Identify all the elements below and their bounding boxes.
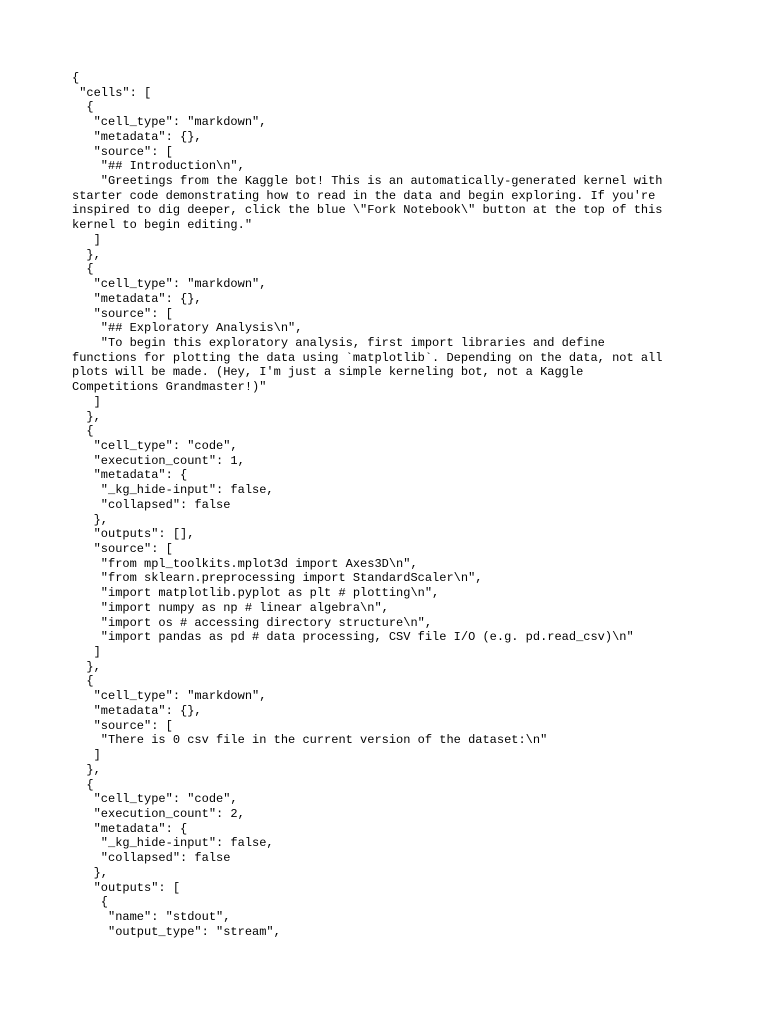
code-line: {	[72, 777, 94, 792]
code-line: ]	[72, 645, 101, 660]
code-line: "cell_type": "code",	[72, 438, 238, 453]
code-line: "metadata": {	[72, 821, 188, 836]
code-line: },	[72, 659, 101, 674]
code-line: "import numpy as np # linear algebra\n",	[72, 600, 389, 615]
code-line: },	[72, 865, 109, 880]
code-line: ]	[72, 748, 101, 763]
code-line: "There is 0 csv file in the current version of the dataset:\n"	[72, 733, 548, 748]
code-line: "cell_type": "code",	[72, 792, 238, 807]
code-line: "from sklearn.preprocessing import StandardScaler\n",	[72, 571, 483, 586]
code-line: Competitions Grandmaster!)"	[72, 380, 267, 395]
code-line: },	[72, 409, 101, 424]
code-line: },	[72, 512, 109, 527]
code-line: "collapsed": false	[72, 851, 231, 866]
code-line: "collapsed": false	[72, 497, 231, 512]
notebook-json-listing	[72, 71, 704, 939]
code-line: {	[72, 674, 94, 689]
code-line: "metadata": {	[72, 468, 188, 483]
code-line: "outputs": [],	[72, 527, 195, 542]
code-line: functions for plotting the data using `matplotlib`. Depending on the data, not all	[72, 350, 663, 365]
code-line: {	[72, 71, 80, 85]
code-line: "_kg_hide-input": false,	[72, 483, 274, 498]
code-line: ]	[72, 232, 101, 247]
code-line: "source": [	[72, 542, 173, 556]
code-line: "## Introduction\n",	[72, 159, 245, 174]
code-line: "source": [	[72, 306, 173, 321]
code-line: "source": [	[72, 144, 173, 159]
code-line: "cells": [	[72, 85, 152, 100]
code-line: "execution_count": 2,	[72, 806, 245, 821]
code-line: "name": "stdout",	[72, 909, 231, 924]
code-line: {	[72, 100, 94, 115]
code-line: starter code demonstrating how to read in the data and begin exploring. If you're	[72, 188, 656, 203]
code-line: "import os # accessing directory structure\n",	[72, 615, 433, 630]
code-line: "To begin this exploratory analysis, first import libraries and define	[72, 335, 605, 350]
code-line: },	[72, 247, 101, 262]
code-line: "cell_type": "markdown",	[72, 115, 267, 130]
code-line: inspired to dig deeper, click the blue \"Fork Notebook\" button at the top of this	[72, 203, 663, 218]
code-line: {	[72, 895, 109, 910]
code-line: "outputs": [	[72, 880, 181, 895]
code-line: ]	[72, 394, 101, 409]
code-line: "output_type": "stream",	[72, 924, 281, 939]
code-line: "metadata": {},	[72, 129, 202, 144]
code-line: "_kg_hide-input": false,	[72, 836, 274, 851]
code-line: {	[72, 424, 94, 439]
code-line: kernel to begin editing."	[72, 218, 253, 233]
code-line: },	[72, 762, 101, 777]
code-line: "import pandas as pd # data processing, CSV file I/O (e.g. pd.read_csv)\n"	[72, 630, 634, 645]
code-line: "## Exploratory Analysis\n",	[72, 321, 303, 336]
code-line: "from mpl_toolkits.mplot3d import Axes3D\n",	[72, 556, 418, 571]
code-line: "metadata": {},	[72, 291, 202, 306]
code-line: plots will be made. (Hey, I'm just a simple kerneling bot, not a Kaggle	[72, 365, 584, 380]
code-line: "cell_type": "markdown",	[72, 689, 267, 704]
code-line: {	[72, 262, 94, 277]
code-line: "execution_count": 1,	[72, 453, 245, 468]
code-line: "import matplotlib.pyplot as plt # plotting\n",	[72, 586, 440, 601]
code-line: "Greetings from the Kaggle bot! This is an automatically-generated kernel with	[72, 174, 663, 189]
code-line: "metadata": {},	[72, 703, 202, 718]
code-line: "source": [	[72, 718, 173, 733]
code-line: "cell_type": "markdown",	[72, 277, 267, 292]
